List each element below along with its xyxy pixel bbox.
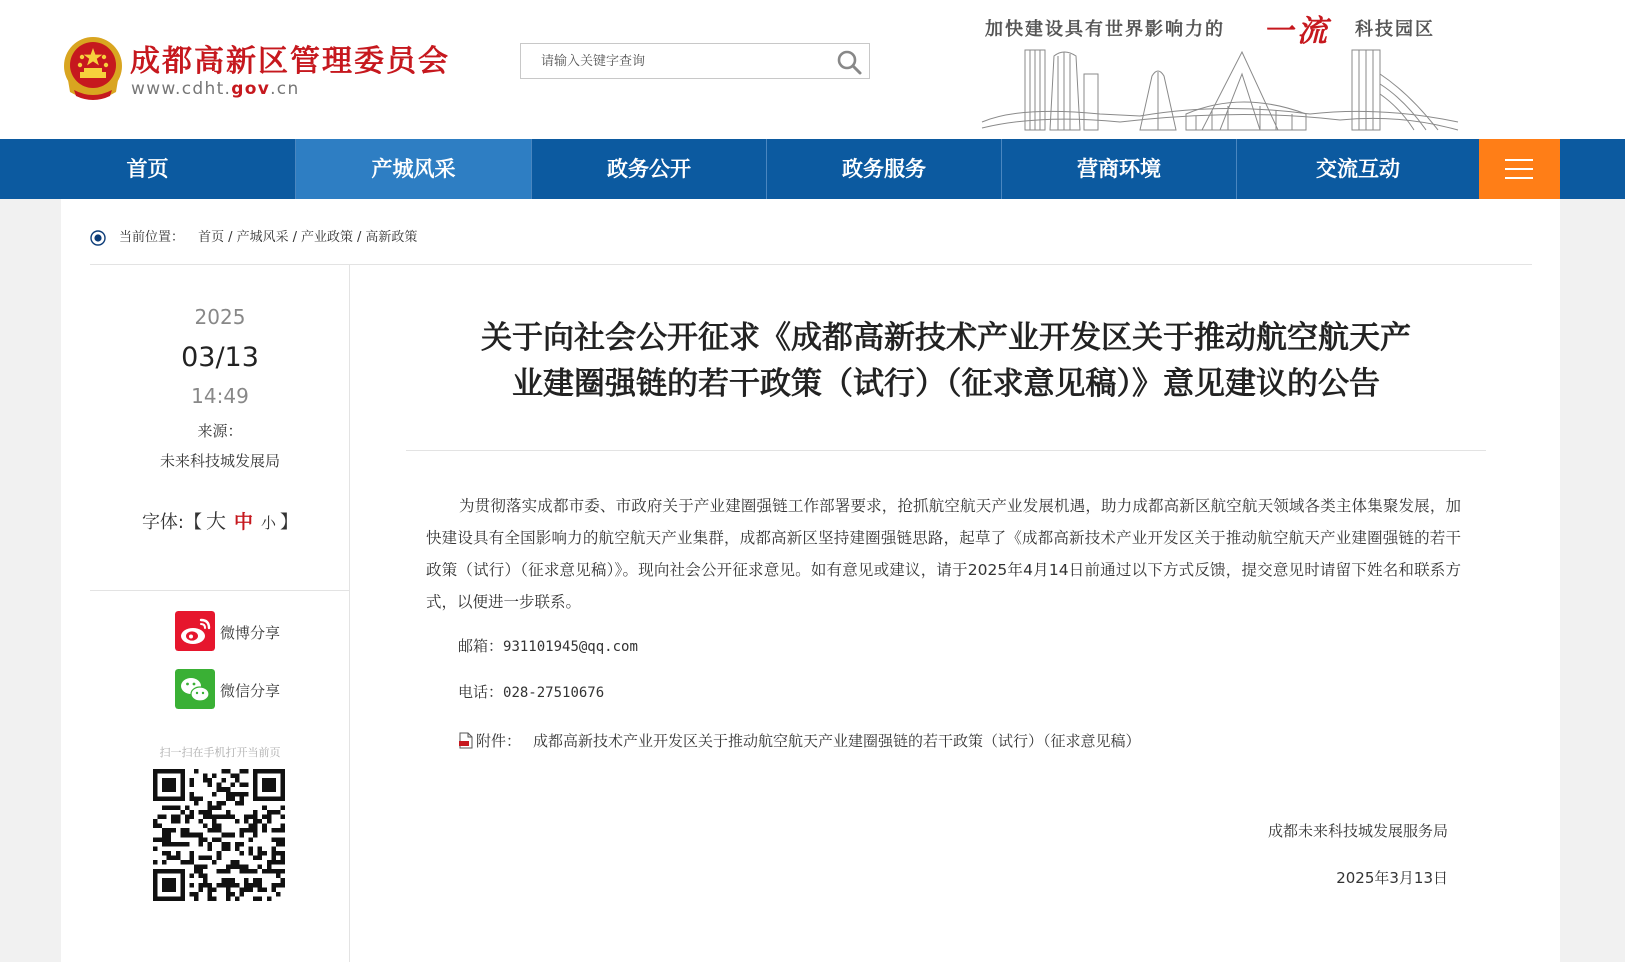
nav-item-industry-city[interactable]: 产城风采	[296, 139, 532, 199]
publish-year: 2025	[194, 305, 246, 329]
site-url-prefix: www.cdht.	[131, 79, 232, 99]
location-icon	[90, 230, 106, 246]
breadcrumb-industry-policy[interactable]: 产业政策	[300, 230, 353, 245]
source-name: 未来科技城发展局	[159, 452, 280, 470]
national-emblem-icon[interactable]	[60, 34, 126, 102]
article-title-line1: 关于向社会公开征求《成都高新技术产业开发区关于推动航空航天产	[481, 320, 1411, 356]
site-name[interactable]: 成都高新区管理委员会	[130, 44, 450, 79]
source-label: 来源：	[197, 422, 243, 440]
search-icon[interactable]	[835, 48, 863, 76]
slogan-part3: 科技园区	[1355, 19, 1435, 40]
content-panel	[61, 199, 1560, 962]
breadcrumb-industry-city[interactable]: 产城风采	[236, 230, 289, 245]
site-url-gov: gov	[231, 79, 271, 99]
wechat-icon	[175, 669, 215, 709]
menu-bar-middle	[1505, 168, 1533, 170]
site-header	[0, 0, 1625, 139]
signature-organization: 成都未来科技城发展服务局	[1267, 822, 1448, 840]
phone-value: 028-27510676	[503, 685, 605, 701]
bracket-close: 】	[280, 512, 299, 533]
bracket-open: 【	[184, 512, 203, 533]
contact-phone	[458, 681, 604, 702]
article	[406, 265, 1486, 962]
nav-item-government-affairs[interactable]: 政务公开	[532, 139, 767, 199]
breadcrumb-separator: /	[292, 230, 297, 245]
hamburger-menu-icon[interactable]	[1479, 139, 1560, 199]
email-value: 931101945@qq.com	[503, 639, 638, 655]
font-size-small-button[interactable]: 小	[261, 514, 277, 532]
menu-bar-bottom	[1505, 177, 1533, 179]
article-paragraph: 为贯彻落实成都市委、市政府关于产业建圈强链工作部署要求，抢抓航空航天产业发展机遇，助力成都高新区航空航天领域各类主体集聚发展，加快建设具有全国影响力的航空航天产业集群，成都高新区坚持建圈强链思路，起草了《成都高新技术产业开发区关于推动航空航天产业建圈强链的若干政策（试行）（征求意见稿）》。现向社会公开征求意见。如有意见或建议，请于2025年4月14日前通过以下方式反馈，提交意见时请留下姓名和联系方式，以便进一步联系。	[426, 497, 1461, 611]
font-size-large-button[interactable]: 大	[206, 509, 227, 533]
signature-date: 2025年3月13日	[1336, 869, 1448, 887]
menu-bar-top	[1505, 159, 1533, 161]
font-size-selector	[90, 505, 350, 534]
sidebar-divider	[90, 590, 350, 591]
slogan-part1: 加快建设具有世界影响力的	[985, 19, 1225, 40]
search-input[interactable]	[521, 44, 821, 78]
slogan-part2: 一流	[1263, 14, 1331, 49]
email-label: 邮箱：	[458, 637, 504, 655]
pdf-file-icon	[458, 732, 474, 749]
article-title	[406, 315, 1486, 407]
weibo-icon	[175, 611, 215, 651]
article-sidebar	[90, 265, 350, 962]
slogan	[985, 8, 1465, 49]
breadcrumb	[119, 230, 417, 246]
wechat-share-label: 微信分享	[220, 682, 281, 700]
search-box	[520, 43, 870, 79]
attachment-label: 附件：	[476, 732, 522, 750]
breadcrumb-separator: /	[228, 230, 233, 245]
publish-date: 03/13	[181, 342, 259, 373]
main-nav	[0, 139, 1625, 199]
title-divider	[406, 450, 1486, 451]
city-skyline-illustration	[980, 44, 1460, 136]
nav-item-government-services[interactable]: 政务服务	[767, 139, 1002, 199]
article-title-line2: 业建圈强链的若干政策（试行）（征求意见稿）》意见建议的公告	[512, 366, 1380, 402]
font-size-label: 字体:	[141, 512, 185, 533]
publish-time: 14:49	[191, 384, 249, 408]
site-url-suffix: .cn	[270, 79, 300, 99]
contact-email	[458, 635, 638, 656]
breadcrumb-home[interactable]: 首页	[198, 230, 225, 245]
phone-label: 电话：	[458, 683, 504, 701]
nav-item-business-environment[interactable]: 营商环境	[1002, 139, 1237, 199]
nav-item-interaction[interactable]: 交流互动	[1316, 157, 1400, 181]
breadcrumb-label: 当前位置：	[119, 230, 185, 245]
site-url[interactable]	[131, 79, 300, 99]
breadcrumb-hightech-policy[interactable]: 高新政策	[365, 230, 418, 245]
breadcrumb-separator: /	[356, 230, 362, 245]
qr-hint: 扫一扫在手机打开当前页	[159, 746, 281, 759]
qr-code-icon	[153, 769, 285, 901]
attachment-link[interactable]: 成都高新技术产业开发区关于推动航空航天产业建圈强链的若干政策（试行）（征求意见稿）	[533, 732, 1141, 750]
nav-item-home[interactable]: 首页	[0, 139, 296, 199]
font-size-medium-button[interactable]: 中	[234, 511, 254, 533]
attachment	[458, 730, 1141, 751]
weibo-share-label: 微博分享	[220, 624, 281, 642]
